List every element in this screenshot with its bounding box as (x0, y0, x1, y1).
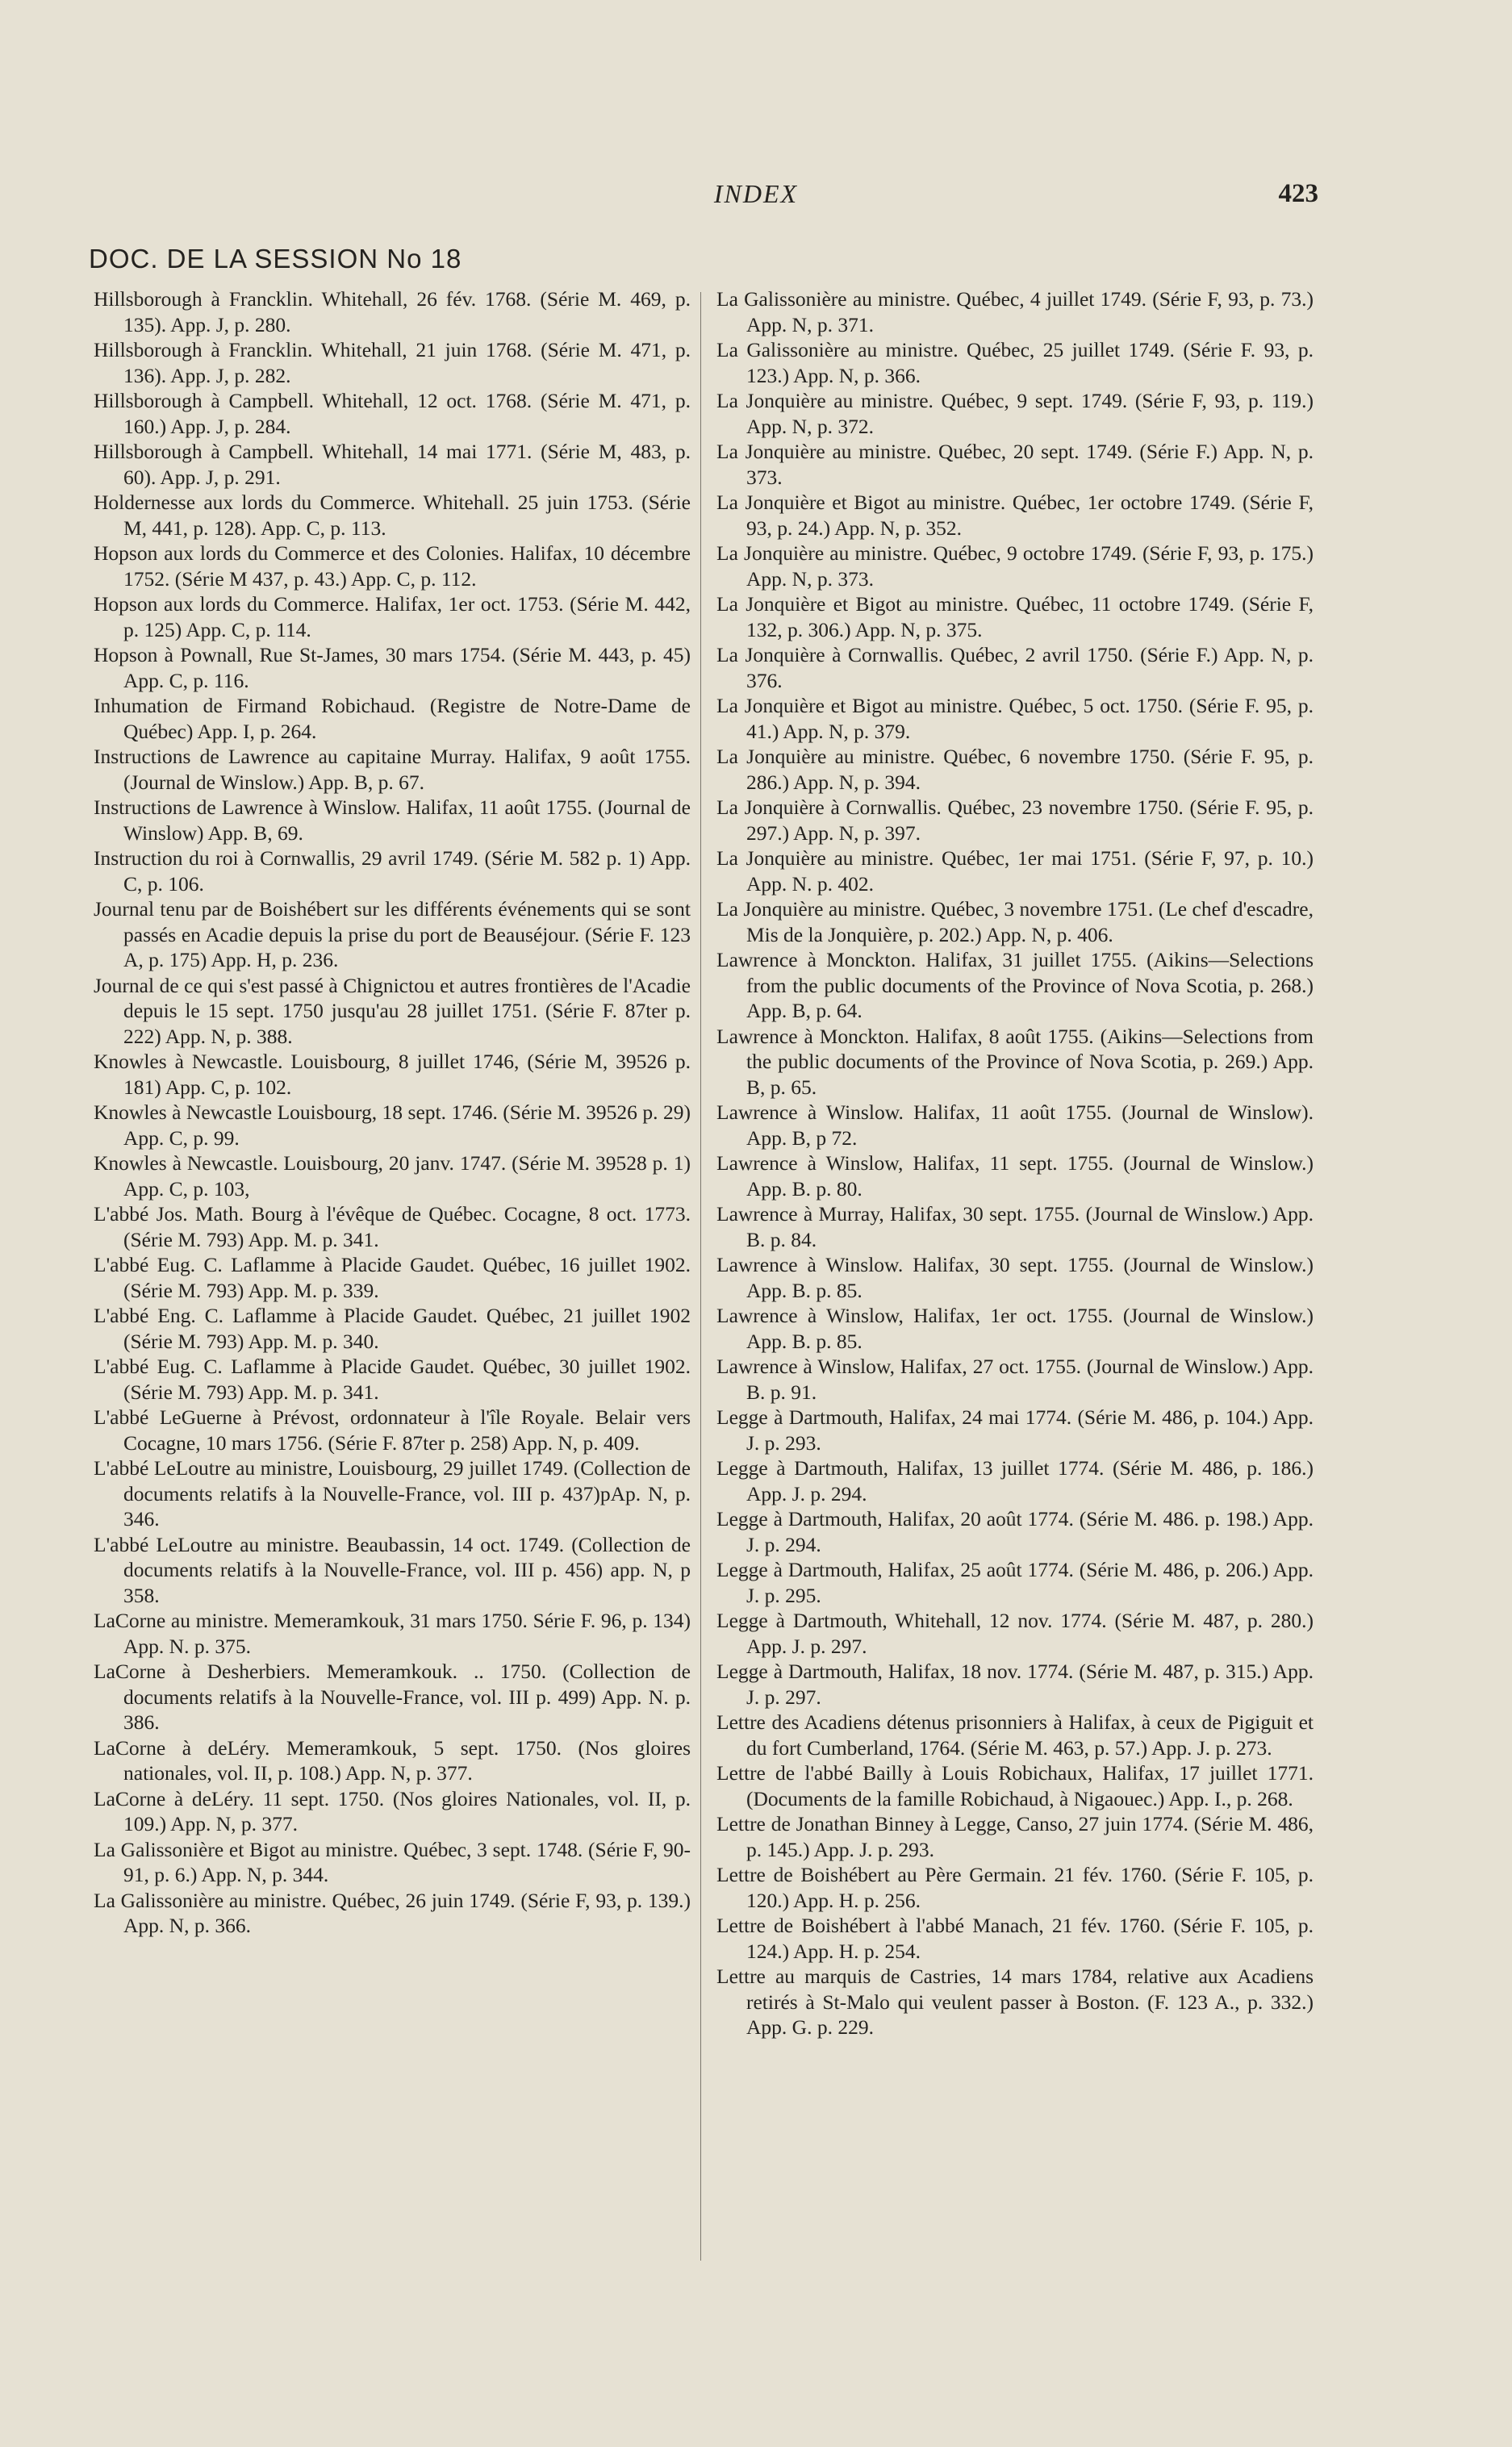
index-entry: Lawrence à Murray, Halifax, 30 sept. 1755. (Journal de Winslow.) App. B. p. 84. (716, 1202, 1314, 1251)
index-entry: Knowles à Newcastle. Louisbourg, 20 janv. 1747. (Série M. 39528 p. 1) App. C, p. 103, (94, 1151, 691, 1201)
index-entry: La Jonquière au ministre. Québec, 6 novembre 1750. (Série F. 95, p. 286.) App. N, p. 394. (716, 745, 1314, 794)
index-entry: L'abbé LeLoutre au ministre, Louisbourg, 29 juillet 1749. (Collection de documents relatifs à la Nouvelle-France, vol. III p. 437)pAp. N, p. 346. (94, 1456, 691, 1530)
index-entry: Lawrence à Winslow, Halifax, 27 oct. 1755. (Journal de Winslow.) App. B. p. 91. (716, 1355, 1314, 1404)
index-entry: Hopson aux lords du Commerce. Halifax, 1er oct. 1753. (Série M. 442, p. 125) App. C, p. 114. (94, 592, 691, 641)
index-entry: LaCorne à deLéry. 11 sept. 1750. (Nos gloires Nationales, vol. II, p. 109.) App. N, p. 377. (94, 1786, 691, 1835)
index-entry: La Jonquière au ministre. Québec, 3 novembre 1751. (Le chef d'escadre, Mis de la Jonquière, p. 202.) App. N, p. 406. (716, 897, 1314, 946)
index-entry: L'abbé Eug. C. Laflamme à Placide Gaudet. Québec, 30 juillet 1902. (Série M. 793) App. M. p. 341. (94, 1355, 691, 1404)
index-entry: Instructions de Lawrence au capitaine Murray. Halifax, 9 août 1755. (Journal de Winslow.) App. B, p. 67. (94, 745, 691, 794)
page-number: 423 (1278, 179, 1318, 208)
index-entry: Instructions de Lawrence à Winslow. Halifax, 11 août 1755. (Journal de Winslow) App. B, 69. (94, 795, 691, 845)
index-entry: La Jonquière au ministre. Québec, 9 sept. 1749. (Série F, 93, p. 119.) App. N, p. 372. (716, 389, 1314, 438)
index-entry: Legge à Dartmouth, Halifax, 25 août 1774. (Série M. 486, p. 206.) App. J. p. 295. (716, 1558, 1314, 1607)
index-entry: Hopson à Pownall, Rue St-James, 30 mars 1754. (Série M. 443, p. 45) App. C, p. 116. (94, 643, 691, 692)
index-entry: Lawrence à Winslow. Halifax, 30 sept. 1755. (Journal de Winslow.) App. B. p. 85. (716, 1253, 1314, 1302)
index-entry: Lawrence à Winslow, Halifax, 11 sept. 1755. (Journal de Winslow.) App. B. p. 80. (716, 1151, 1314, 1201)
index-entry: Lettre des Acadiens détenus prisonniers à Halifax, à ceux de Pigiguit et du fort Cumberland, 1764. (Série M. 463, p. 57.) App. J. p. 273. (716, 1710, 1314, 1760)
page-header (0, 179, 1512, 219)
index-entry: Journal de ce qui s'est passé à Chignictou et autres frontières de l'Acadie depuis le 15 sept. 1750 jusqu'au 28 juillet 1751. (Série F. 87ter p. 222) App. N, p. 388. (94, 973, 691, 1048)
index-entry: La Galissonière au ministre. Québec, 25 juillet 1749. (Série F. 93, p. 123.) App. N, p. 366. (716, 338, 1314, 387)
index-entry: La Jonquière et Bigot au ministre. Québec, 1er octobre 1749. (Série F, 93, p. 24.) App. N, p. 352. (716, 491, 1314, 540)
index-entry: Legge à Dartmouth, Halifax, 13 juillet 1774. (Série M. 486, p. 186.) App. J. p. 294. (716, 1456, 1314, 1505)
session-designation: DOC. DE LA SESSION No 18 (89, 244, 462, 274)
index-entry: Hillsborough à Campbell. Whitehall, 14 mai 1771. (Série M, 483, p. 60). App. J, p. 291. (94, 440, 691, 489)
index-entry: La Galissonière au ministre. Québec, 4 juillet 1749. (Série F, 93, p. 73.) App. N, p. 371. (716, 287, 1314, 336)
index-entry: Lawrence à Monckton. Halifax, 8 août 1755. (Aikins—Selections from the public documents of the Province of Nova Scotia, p. 269.) App. B, p. 65. (716, 1024, 1314, 1099)
index-entry: La Galissonière au ministre. Québec, 26 juin 1749. (Série F, 93, p. 139.) App. N, p. 366. (94, 1888, 691, 1937)
index-entry: Holdernesse aux lords du Commerce. Whitehall. 25 juin 1753. (Série M, 441, p. 128). App. C, p. 113. (94, 491, 691, 540)
index-entry: Lettre de l'abbé Bailly à Louis Robichaux, Halifax, 17 juillet 1771. (Documents de la famille Robichaud, à Nigaouec.) App. I., p. 268. (716, 1761, 1314, 1810)
index-entry: Instruction du roi à Cornwallis, 29 avril 1749. (Série M. 582 p. 1) App. C, p. 106. (94, 846, 691, 896)
index-entry: La Jonquière à Cornwallis. Québec, 2 avril 1750. (Série F.) App. N, p. 376. (716, 643, 1314, 692)
index-entry: Lettre de Boishébert à l'abbé Manach, 21 fév. 1760. (Série F. 105, p. 124.) App. H. p. 254. (716, 1914, 1314, 1963)
index-entry: Hillsborough à Francklin. Whitehall, 21 juin 1768. (Série M. 471, p. 136). App. J, p. 282. (94, 338, 691, 387)
index-entry: Legge à Dartmouth, Halifax, 24 mai 1774. (Série M. 486, p. 104.) App. J. p. 293. (716, 1405, 1314, 1455)
index-entry: La Jonquière à Cornwallis. Québec, 23 novembre 1750. (Série F. 95, p. 297.) App. N, p. 397. (716, 795, 1314, 845)
index-entry: Lawrence à Winslow, Halifax, 1er oct. 1755. (Journal de Winslow.) App. B. p. 85. (716, 1304, 1314, 1353)
index-entry: La Galissonière et Bigot au ministre. Québec, 3 sept. 1748. (Série F, 90-91, p. 6.) App. N, p. 344. (94, 1837, 691, 1886)
index-entry: La Jonquière et Bigot au ministre. Québec, 5 oct. 1750. (Série F. 95, p. 41.) App. N, p. 379. (716, 694, 1314, 743)
column-divider (700, 292, 701, 2261)
index-entry: Knowles à Newcastle. Louisbourg, 8 juillet 1746, (Série M, 39526 p. 181) App. C, p. 102. (94, 1050, 691, 1099)
index-entry: Lawrence à Winslow. Halifax, 11 août 1755. (Journal de Winslow). App. B, p 72. (716, 1100, 1314, 1150)
index-entry: L'abbé LeGuerne à Prévost, ordonnateur à l'île Royale. Belair vers Cocagne, 10 mars 1756. (Série F. 87ter p. 258) App. N, p. 409. (94, 1405, 691, 1455)
index-entry: Hillsborough à Campbell. Whitehall, 12 oct. 1768. (Série M. 471, p. 160.) App. J, p. 284. (94, 389, 691, 438)
index-entry: Inhumation de Firmand Robichaud. (Registre de Notre-Dame de Québec) App. I, p. 264. (94, 694, 691, 743)
index-entry: La Jonquière au ministre. Québec, 1er mai 1751. (Série F, 97, p. 10.) App. N. p. 402. (716, 846, 1314, 896)
running-title: INDEX (713, 179, 799, 208)
index-entry: Hillsborough à Francklin. Whitehall, 26 fév. 1768. (Série M. 469, p. 135). App. J, p. 280. (94, 287, 691, 336)
index-entry: Journal tenu par de Boishébert sur les différents événements qui se sont passés en Acadie depuis la prise du port de Beauséjour. (Série F. 123 A, p. 175) App. H, p. 236. (94, 897, 691, 971)
index-entry: Legge à Dartmouth, Halifax, 18 nov. 1774. (Série M. 487, p. 315.) App. J. p. 297. (716, 1660, 1314, 1709)
index-entry: LaCorne à Desherbiers. Memeramkouk. .. 1750. (Collection de documents relatifs à la Nouvelle-France, vol. III p. 499) App. N. p. 386. (94, 1660, 691, 1734)
index-entry: Lettre de Boishébert au Père Germain. 21 fév. 1760. (Série F. 105, p. 120.) App. H. p. 256. (716, 1863, 1314, 1912)
index-entry: La Jonquière au ministre. Québec, 9 octobre 1749. (Série F, 93, p. 175.) App. N, p. 373. (716, 541, 1314, 591)
index-entry: Hopson aux lords du Commerce et des Colonies. Halifax, 10 décembre 1752. (Série M 437, p. 43.) App. C, p. 112. (94, 541, 691, 591)
index-entry: La Jonquière et Bigot au ministre. Québec, 11 octobre 1749. (Série F, 132, p. 306.) App. N, p. 375. (716, 592, 1314, 641)
index-entry: L'abbé LeLoutre au ministre. Beaubassin, 14 oct. 1749. (Collection de documents relatifs à la Nouvelle-France, vol. III p. 456) app. N, p 358. (94, 1532, 691, 1607)
index-column-left (94, 286, 691, 1939)
index-entry: Lawrence à Monckton. Halifax, 31 juillet 1755. (Aikins—Selections from the public documents of the Province of Nova Scotia, p. 268.) App. B, p. 64. (716, 948, 1314, 1022)
index-entry: Knowles à Newcastle Louisbourg, 18 sept. 1746. (Série M. 39526 p. 29) App. C, p. 99. (94, 1100, 691, 1150)
index-entry: L'abbé Eng. C. Laflamme à Placide Gaudet. Québec, 21 juillet 1902 (Série M. 793) App. M. p. 340. (94, 1304, 691, 1353)
index-entry: Legge à Dartmouth, Whitehall, 12 nov. 1774. (Série M. 487, p. 280.) App. J. p. 297. (716, 1609, 1314, 1658)
index-entry: L'abbé Eug. C. Laflamme à Placide Gaudet. Québec, 16 juillet 1902. (Série M. 793) App. M. p. 339. (94, 1253, 691, 1302)
index-entry: Lettre au marquis de Castries, 14 mars 1784, relative aux Acadiens retirés à St-Malo qui veulent passer à Boston. (F. 123 A., p. 332.) App. G. p. 229. (716, 1965, 1314, 2039)
index-entry: L'abbé Jos. Math. Bourg à l'évêque de Québec. Cocagne, 8 oct. 1773. (Série M. 793) App. M. p. 341. (94, 1202, 691, 1251)
index-entry: Lettre de Jonathan Binney à Legge, Canso, 27 juin 1774. (Série M. 486, p. 145.) App. J. p. 293. (716, 1812, 1314, 1861)
index-column-right (716, 286, 1314, 2040)
index-entry: Legge à Dartmouth, Halifax, 20 août 1774. (Série M. 486. p. 198.) App. J. p. 294. (716, 1507, 1314, 1556)
index-entry: LaCorne au ministre. Memeramkouk, 31 mars 1750. Série F. 96, p. 134) App. N. p. 375. (94, 1609, 691, 1658)
index-entry: La Jonquière au ministre. Québec, 20 sept. 1749. (Série F.) App. N, p. 373. (716, 440, 1314, 489)
index-entry: LaCorne à deLéry. Memeramkouk, 5 sept. 1750. (Nos gloires nationales, vol. II, p. 108.) App. N, p. 377. (94, 1735, 691, 1785)
